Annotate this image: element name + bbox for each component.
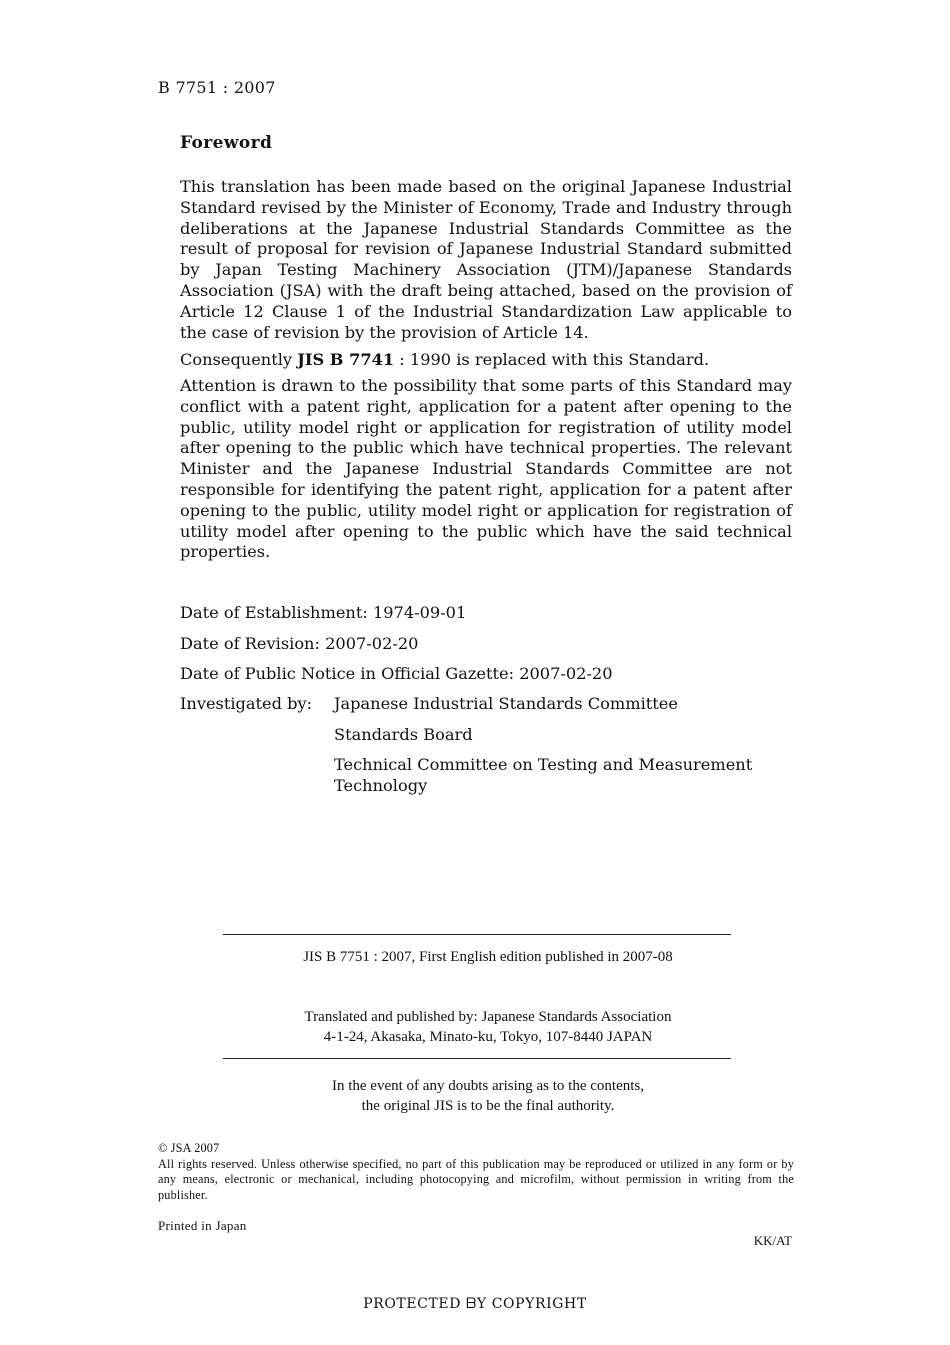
- copyright-watermark: PROTECTED ᗷY COPYRIGHT: [363, 1296, 587, 1312]
- authority-line-2: the original JIS is to be the final authority.: [361, 1098, 615, 1114]
- replacement-prefix: Consequently: [180, 350, 298, 369]
- revision-value: 2007-02-20: [325, 634, 419, 653]
- gazette-notice-value: 2007-02-20: [519, 664, 613, 683]
- establishment-label: Date of Establishment:: [180, 603, 368, 622]
- edition-line: JIS B 7751 : 2007, First English edition published in 2007-08: [303, 949, 673, 965]
- document-number: B 7751 : 2007: [158, 78, 276, 97]
- printer-code: KK/AT: [753, 1233, 792, 1248]
- establishment-value: 1974-09-01: [372, 603, 467, 622]
- investigated-by-technical-committee: Technical Committee on Testing and Measurement Technology: [334, 755, 753, 795]
- replacement-suffix: : 1990 is replaced with this Standard.: [394, 350, 710, 369]
- gazette-notice-label: Date of Public Notice in Official Gazette:: [180, 664, 515, 683]
- gazette-notice-row: [180, 664, 613, 685]
- replaced-standard-ref: JIS B 7741: [297, 350, 395, 369]
- divider-top: [223, 934, 731, 935]
- investigated-by-label: Investigated by:: [180, 694, 313, 713]
- investigated-by-board: Standards Board: [334, 725, 473, 744]
- copyright-mark: © JSA 2007: [158, 1141, 220, 1155]
- authority-line-1: In the event of any doubts arising as to the contents,: [331, 1078, 644, 1094]
- foreword-paragraph-2: [180, 350, 792, 371]
- publisher-line: Translated and published by: Japanese Standards Association: [304, 1009, 672, 1025]
- foreword-paragraph-3: Attention is drawn to the possibility that some parts of this Standard may conflict with a patent right, application for a patent after opening to the public, utility model right or application for registration of utility model after opening to the public which have technical properties. The relevant Minister and the Japanese Industrial Standards Committee are not responsible for identifying the patent right, application for a patent after opening to the public, utility model right or application for registration of utility model after opening to the public which have the said technical properties.: [180, 376, 792, 562]
- revision-label: Date of Revision:: [180, 634, 320, 653]
- revision-date-row: [180, 634, 418, 655]
- publisher-address: 4-1-24, Akasaka, Minato-ku, Tokyo, 107-8440 JAPAN: [323, 1029, 653, 1045]
- printed-in: Printed in Japan: [158, 1218, 247, 1233]
- investigated-by-committee: Japanese Industrial Standards Committee: [334, 694, 678, 713]
- copyright-notice: All rights reserved. Unless otherwise specified, no part of this publication may be reproduced or utilized in any form or by any means, electronic or mechanical, including photocopying and microfilm, without permission in writing from the publisher.: [158, 1157, 794, 1202]
- foreword-heading: Foreword: [180, 133, 273, 153]
- divider-bottom: [223, 1058, 731, 1059]
- foreword-paragraph-1: This translation has been made based on the original Japanese Industrial Standard revised by the Minister of Economy, Trade and Industry through deliberations at the Japanese Industrial Standards Committee as the result of proposal for revision of Japanese Industrial Standard submitted by Japan Testing Machinery Association (JTM)/Japanese Standards Association (JSA) with the draft being attached, based on the provision of Article 12 Clause 1 of the Industrial Standardization Law applicable to the case of revision by the provision of Article 14.: [180, 177, 792, 342]
- establishment-date-row: [180, 603, 466, 624]
